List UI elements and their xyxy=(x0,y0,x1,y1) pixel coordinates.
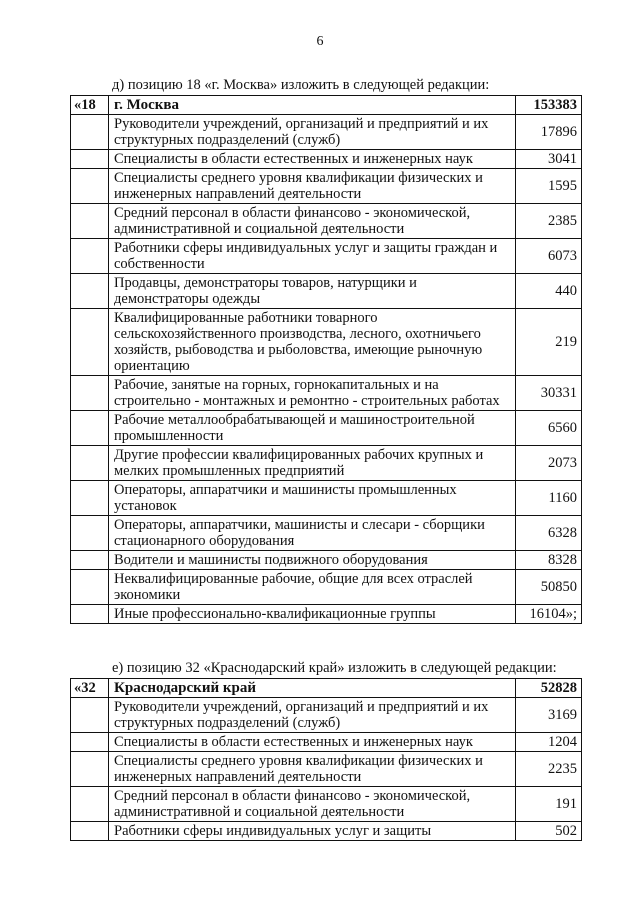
occupation-label: Продавцы, демонстраторы товаров, натурщики и демонстраторы одежды xyxy=(109,274,516,309)
table-row xyxy=(71,733,582,752)
empty-code-cell xyxy=(71,446,109,481)
table-row xyxy=(71,411,582,446)
empty-code-cell xyxy=(71,752,109,787)
occupation-label: Неквалифицированные рабочие, общие для всех отраслей экономики xyxy=(109,570,516,605)
moscow-table xyxy=(70,95,582,624)
table-row xyxy=(71,274,582,309)
table-row xyxy=(71,605,582,624)
table-row xyxy=(71,787,582,822)
occupation-value: 2073 xyxy=(516,446,582,481)
occupation-value: 17896 xyxy=(516,115,582,150)
krasnodar-table-body xyxy=(71,679,582,841)
table-row xyxy=(71,115,582,150)
occupation-label: Средний персонал в области финансово - экономической, административной и социальной деятельности xyxy=(109,787,516,822)
empty-code-cell xyxy=(71,516,109,551)
empty-code-cell xyxy=(71,481,109,516)
occupation-label: Специалисты в области естественных и инженерных наук xyxy=(109,150,516,169)
table-row xyxy=(71,822,582,841)
occupation-value: 2235 xyxy=(516,752,582,787)
occupation-label: Рабочие металлообрабатывающей и машиностроительной промышленности xyxy=(109,411,516,446)
empty-code-cell xyxy=(71,274,109,309)
empty-code-cell xyxy=(71,169,109,204)
table-row xyxy=(71,446,582,481)
occupation-value: 1204 xyxy=(516,733,582,752)
occupation-value: 6073 xyxy=(516,239,582,274)
region-total: 153383 xyxy=(516,96,582,115)
table-row xyxy=(71,698,582,733)
occupation-label: Специалисты в области естественных и инженерных наук xyxy=(109,733,516,752)
empty-code-cell xyxy=(71,698,109,733)
occupation-value: 30331 xyxy=(516,376,582,411)
table-row xyxy=(71,309,582,376)
occupation-label: Специалисты среднего уровня квалификации физических и инженерных направлений деятельности xyxy=(109,752,516,787)
occupation-label: Руководители учреждений, организаций и предприятий и их структурных подразделений (служб) xyxy=(109,698,516,733)
empty-code-cell xyxy=(71,150,109,169)
table-row xyxy=(71,481,582,516)
moscow-table-body xyxy=(71,96,582,624)
occupation-label: Водители и машинисты подвижного оборудования xyxy=(109,551,516,570)
table-row xyxy=(71,239,582,274)
empty-code-cell xyxy=(71,376,109,411)
occupation-label: Руководители учреждений, организаций и предприятий и их структурных подразделений (служб) xyxy=(109,115,516,150)
occupation-value: 8328 xyxy=(516,551,582,570)
empty-code-cell xyxy=(71,204,109,239)
occupation-value: 502 xyxy=(516,822,582,841)
page-number: 6 xyxy=(316,34,324,49)
table-header-row xyxy=(71,679,582,698)
occupation-value: 3041 xyxy=(516,150,582,169)
occupation-value: 3169 xyxy=(516,698,582,733)
krasnodar-table xyxy=(70,678,582,841)
occupation-label: Работники сферы индивидуальных услуг и защиты граждан и собственности xyxy=(109,239,516,274)
occupation-value: 6560 xyxy=(516,411,582,446)
section-intro: е) позицию 32 «Краснодарский край» изложить в следующей редакции: xyxy=(112,660,557,676)
table-row xyxy=(71,376,582,411)
occupation-label: Специалисты среднего уровня квалификации физических и инженерных направлений деятельности xyxy=(109,169,516,204)
table-row xyxy=(71,204,582,239)
region-name: г. Москва xyxy=(109,96,516,115)
table-row xyxy=(71,150,582,169)
empty-code-cell xyxy=(71,787,109,822)
empty-code-cell xyxy=(71,551,109,570)
occupation-label: Операторы, аппаратчики, машинисты и слесари - сборщики стационарного оборудования xyxy=(109,516,516,551)
section-intro: д) позицию 18 «г. Москва» изложить в следующей редакции: xyxy=(112,77,490,93)
table-header-row xyxy=(71,96,582,115)
occupation-label: Квалифицированные работники товарного сельскохозяйственного производства, лесного, охотничьего хозяйств, рыбоводства и рыболовства, имеющие рыночную ориентацию xyxy=(109,309,516,376)
occupation-label: Рабочие, занятые на горных, горнокапитальных и на строительно - монтажных и ремонтно - строительных работах xyxy=(109,376,516,411)
position-code: «18 xyxy=(71,96,109,115)
occupation-value: 191 xyxy=(516,787,582,822)
occupation-label: Средний персонал в области финансово - экономической, административной и социальной деятельности xyxy=(109,204,516,239)
empty-code-cell xyxy=(71,115,109,150)
region-total: 52828 xyxy=(516,679,582,698)
table-row xyxy=(71,169,582,204)
occupation-label: Иные профессионально-квалификационные группы xyxy=(109,605,516,624)
empty-code-cell xyxy=(71,733,109,752)
occupation-value: 1595 xyxy=(516,169,582,204)
table-row xyxy=(71,570,582,605)
empty-code-cell xyxy=(71,822,109,841)
empty-code-cell xyxy=(71,605,109,624)
occupation-label: Другие профессии квалифицированных рабочих крупных и мелких промышленных предприятий xyxy=(109,446,516,481)
occupation-value: 440 xyxy=(516,274,582,309)
occupation-value: 219 xyxy=(516,309,582,376)
empty-code-cell xyxy=(71,239,109,274)
occupation-label: Работники сферы индивидуальных услуг и защиты xyxy=(109,822,516,841)
occupation-value: 6328 xyxy=(516,516,582,551)
table-row xyxy=(71,551,582,570)
empty-code-cell xyxy=(71,570,109,605)
occupation-value: 2385 xyxy=(516,204,582,239)
empty-code-cell xyxy=(71,309,109,376)
occupation-value: 1160 xyxy=(516,481,582,516)
position-code: «32 xyxy=(71,679,109,698)
occupation-value: 50850 xyxy=(516,570,582,605)
occupation-value: 16104»; xyxy=(516,605,582,624)
region-name: Краснодарский край xyxy=(109,679,516,698)
table-row xyxy=(71,752,582,787)
empty-code-cell xyxy=(71,411,109,446)
table-row xyxy=(71,516,582,551)
occupation-label: Операторы, аппаратчики и машинисты промышленных установок xyxy=(109,481,516,516)
